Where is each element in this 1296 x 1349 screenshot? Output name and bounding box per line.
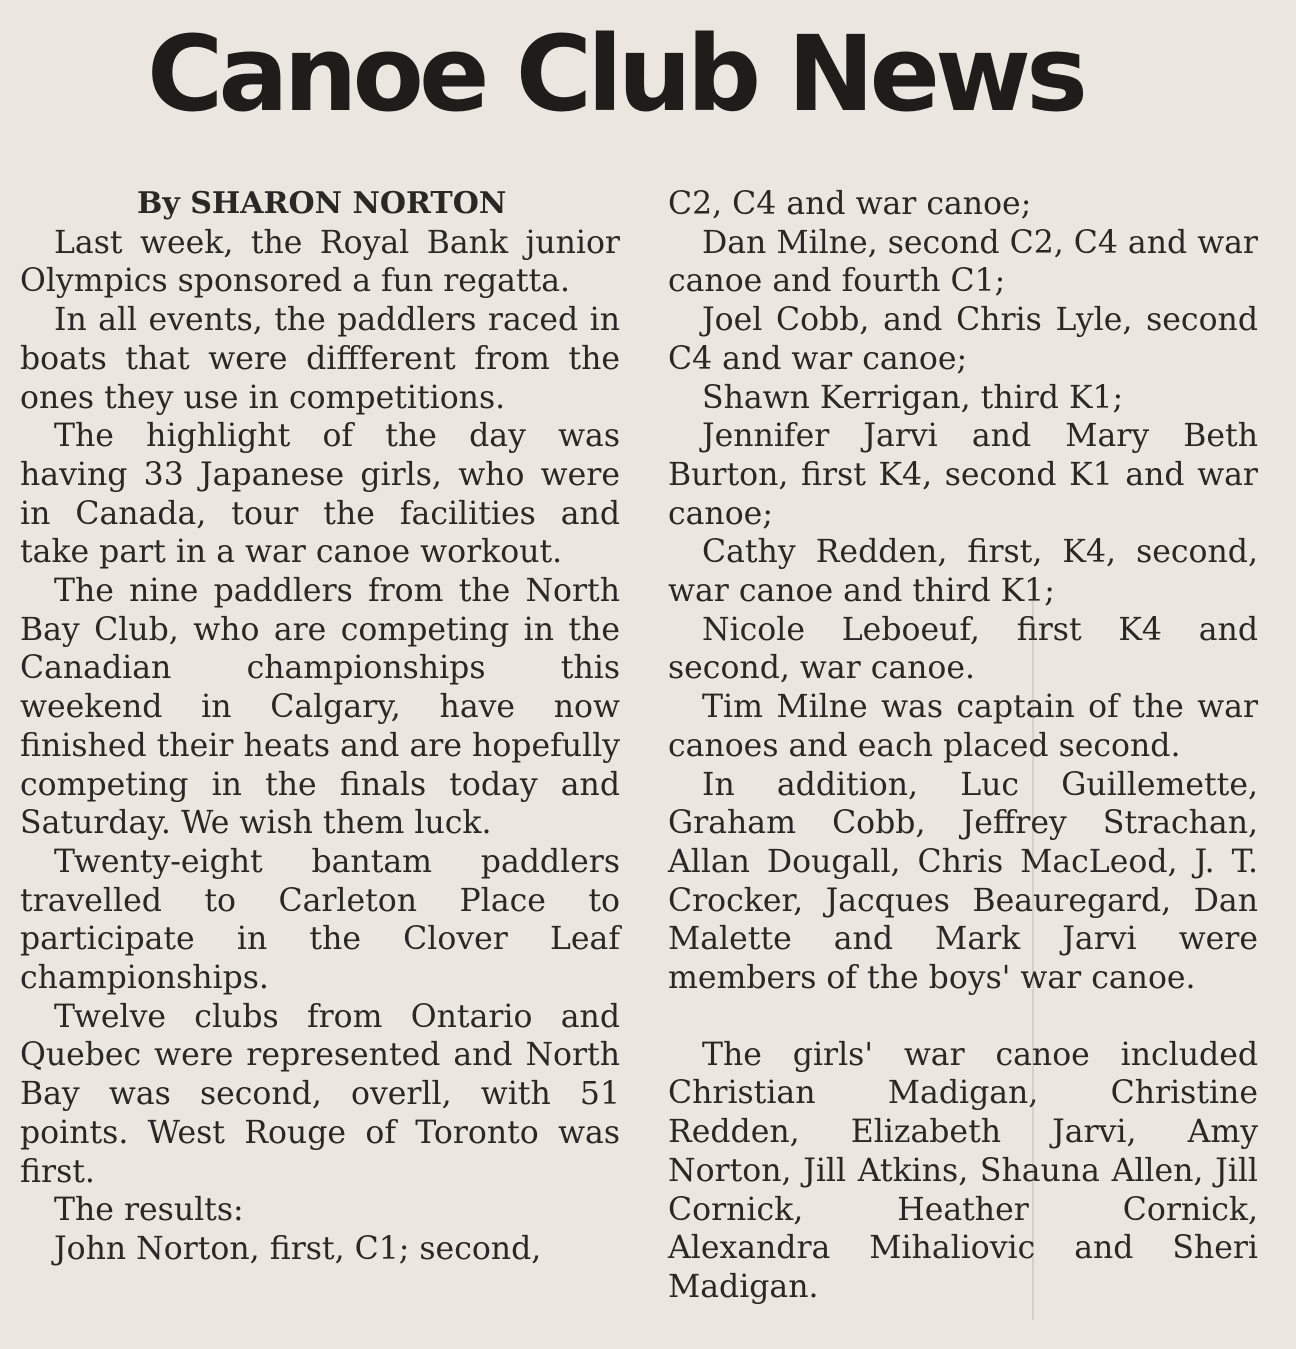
paragraph: C2, C4 and war canoe; (668, 186, 1032, 222)
paragraph: In addition, Luc Guillemette, Graham Cobb, Jeffrey Strachan, Allan Dougall, Chris MacLeod, J. T. Crocker, Jacques Beauregard, Dan Malette and Mark Jarvi were members of the boys' war canoe. (668, 766, 1258, 997)
paragraph: The highlight of the day was having 33 Japanese girls, who were in Canada, tour the facilities and take part in a war canoe workout. (20, 418, 620, 571)
paragraph: The nine paddlers from the North Bay Club, who are competing in the Canadian championships this weekend in Calgary, have now finished their heats and are hopefully competing in the finals today and Saturday. We wish them luck. (20, 573, 620, 842)
article-column-left (20, 185, 620, 1269)
paragraph: Nicole Leboeuf, first K4 and second, war canoe. (668, 611, 1258, 687)
paragraph: The girls' war canoe included Christian Madigan, Christine Redden, Elizabeth Jarvi, Amy Norton, Jill Atkins, Shauna Allen, Jill Cornick, Heather Cornick, Alexandra Mihaliovic and Sheri Madigan. (668, 1036, 1258, 1305)
byline: By SHARON NORTON (137, 186, 507, 221)
paragraph: Cathy Redden, first, K4, second, war canoe and third K1; (668, 534, 1258, 610)
article-column-right (668, 185, 1258, 1307)
paragraph: Joel Cobb, and Chris Lyle, second C4 and war canoe; (668, 302, 1258, 377)
paragraph: Dan Milne, second C2, C4 and war canoe and fourth C1; (668, 224, 1258, 300)
scan-fold-line (1032, 600, 1034, 1320)
paragraph: Twenty-eight bantam paddlers travelled to Carleton Place to participate in the Clover Leaf championships. (20, 843, 620, 997)
paragraph: Shawn Kerrigan, third K1; (702, 379, 1124, 416)
paragraph: Jennifer Jarvi and Mary Beth Burton, first K4, second K1 and war canoe; (668, 418, 1258, 532)
paragraph: Last week, the Royal Bank junior Olympics sponsored a fun regatta. (20, 224, 620, 300)
paragraph: Twelve clubs from Ontario and Quebec were represented and North Bay was second, overll, with 51 points. West Rouge of Toronto was first. (20, 998, 620, 1190)
paragraph: In all events, the paddlers raced in boats that were diffferent from the ones they use in competitions. (20, 302, 620, 416)
paragraph: The results: (54, 1192, 244, 1229)
paragraph: John Norton, first, C1; second, (54, 1230, 542, 1267)
headline: Canoe Club News (147, 13, 1083, 135)
paragraph: Tim Milne was captain of the war canoes and each placed second. (668, 689, 1258, 764)
